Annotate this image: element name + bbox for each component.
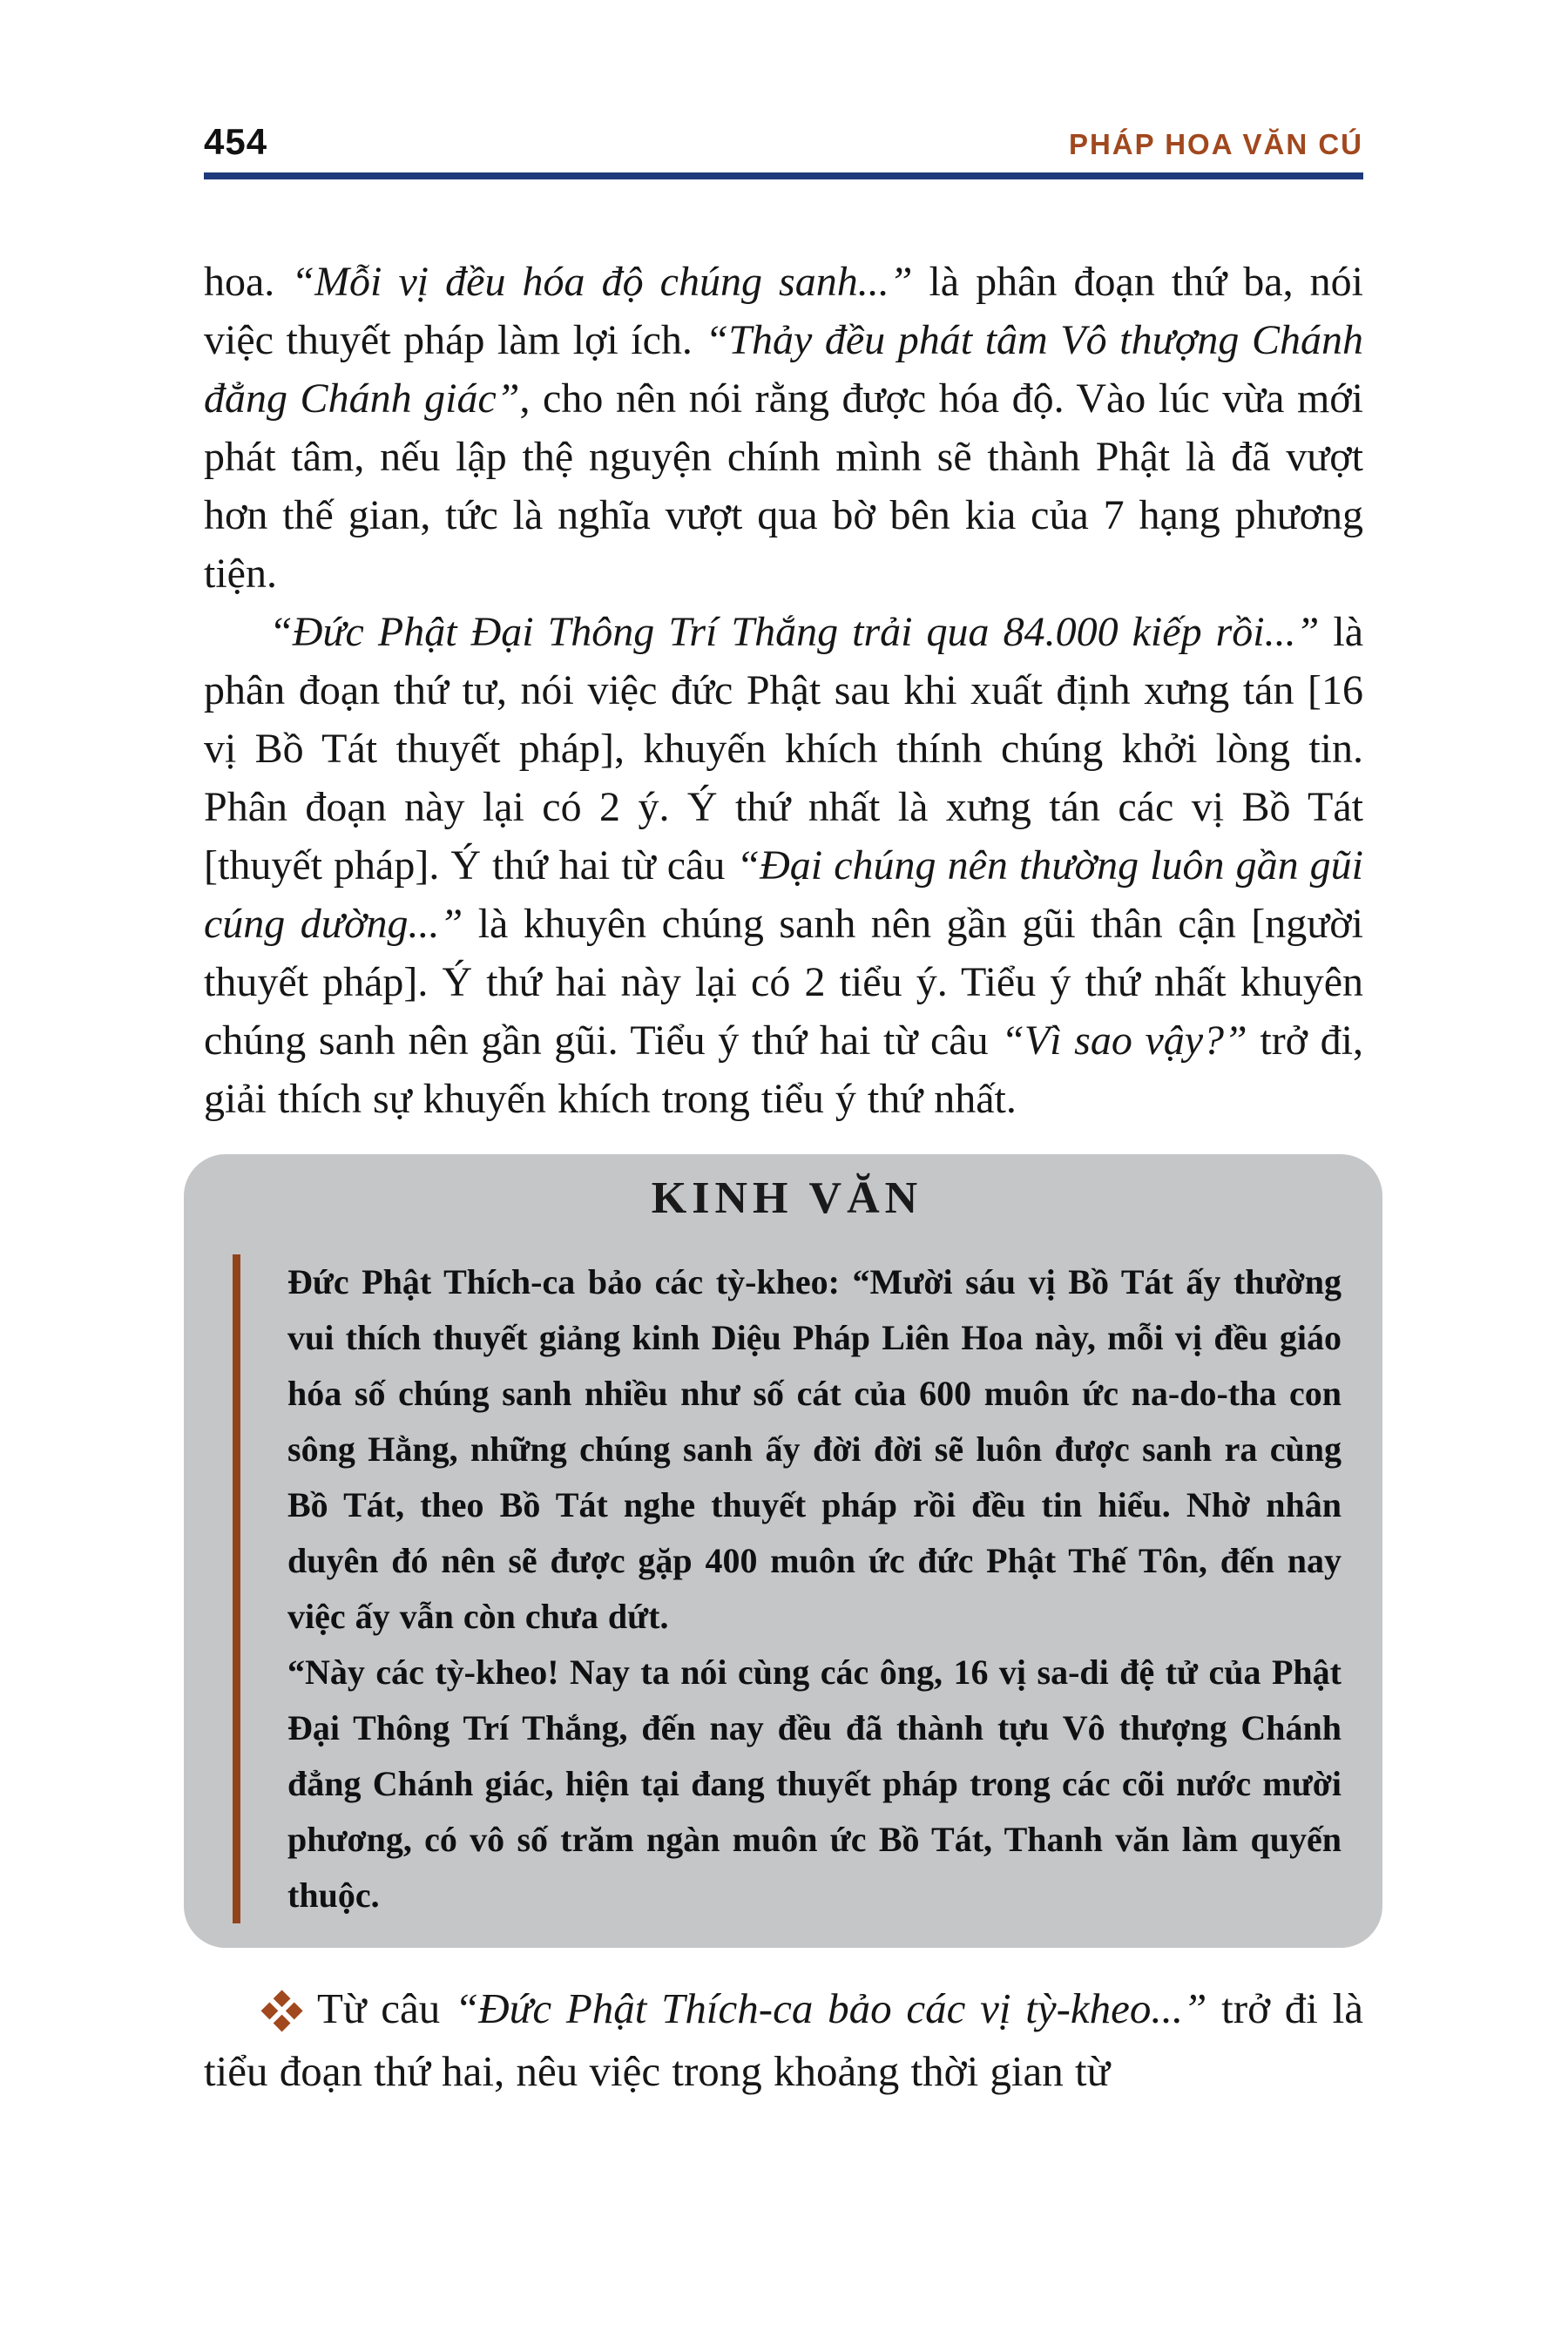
text-segment: trở đi là tiểu đoạn thứ hai, nêu việc trong khoảng thời gian từ (204, 1984, 1363, 2096)
text-segment-italic: “Đức Phật Đại Thông Trí Thắng trải qua 84.000 kiếp rồi...” (269, 609, 1320, 655)
text-segment-italic: “Mỗi vị đều hóa độ chúng sanh...” (291, 259, 913, 305)
body-text (204, 253, 1363, 1128)
text-segment: hoa. (204, 259, 292, 305)
paragraph (204, 253, 1363, 603)
text-segment: trở đi, giải thích sự khuyến khích trong tiểu ý thứ nhất. (204, 1017, 1364, 1122)
quote-text (287, 1254, 1342, 1923)
content-column (204, 121, 1364, 2103)
text-segment: Từ câu (317, 1984, 455, 2033)
page-header (204, 121, 1363, 179)
closing-paragraph (204, 1977, 1363, 2103)
quote-paragraph: Đức Phật Thích-ca bảo các tỳ-kheo: “Mười sáu vị Bồ Tát ấy thường vui thích thuyết giảng kinh Diệu Pháp Liên Hoa này, mỗi vị đều giáo hóa số chúng sanh nhiều như số cát của 600 muôn ức na-do-tha con sông Hằng, những chúng sanh ấy đời đời sẽ luôn được sanh ra cùng Bồ Tát, theo Bồ Tát nghe thuyết pháp rồi đều tin hiểu. Nhờ nhân duyên đó nên sẽ được gặp 400 muôn ức đức Phật Thế Tôn, đến nay việc ấy vẫn còn chưa dứt. (287, 1262, 1342, 1637)
text-segment-italic: “Vì sao vậy?” (1001, 1017, 1247, 1064)
page-number: 454 (204, 121, 268, 162)
text-segment: là khuyên chúng sanh nên gần gũi thân cận [người thuyết pháp]. Ý thứ hai này lại có 2 tiểu ý. Tiểu ý thứ nhất khuyên chúng sanh nên gần gũi. Tiểu ý thứ hai từ câu (204, 901, 1364, 1064)
paragraph (204, 603, 1363, 1128)
text-segment: là phân đoạn thứ ba, nói việc thuyết pháp làm lợi ích. (204, 259, 1364, 363)
quote-accent-bar (233, 1254, 240, 1923)
quote-paragraph: “Này các tỳ-kheo! Nay ta nói cùng các ông, 16 vị sa-di đệ tử của Phật Đại Thông Trí Thắng, đến nay đều đã thành tựu Vô thượng Chánh đẳng Chánh giác, hiện tại đang thuyết pháp trong các cõi nước mười phương, có vô số trăm ngàn muôn ức Bồ Tát, Thanh văn làm quyến thuộc. (287, 1652, 1342, 1916)
running-title: PHÁP HOA VĂN CÚ (1068, 127, 1363, 160)
text-segment: , cho nên nói rằng được hóa độ. Vào lúc vừa mới phát tâm, nếu lập thệ nguyện chính mình sẽ thành Phật là đã vượt hơn thế gian, tức là nghĩa vượt qua bờ bên kia của 7 hạng phương tiện. (204, 375, 1364, 597)
text-segment-italic: “Thảy đều phát tâm Vô thượng Chánh đẳng Chánh giác” (204, 317, 1363, 422)
scripture-box-title: KINH VĂN (651, 1173, 923, 1223)
diamond-bullet-icon (261, 1990, 303, 2032)
text-segment-italic: “Đức Phật Thích-ca bảo các vị tỳ-kheo...” (455, 1984, 1207, 2033)
text-segment-italic: “Đại chúng nên thường luôn gần gũi cúng dường...” (204, 842, 1363, 947)
scripture-quote (233, 1254, 1342, 1923)
text-segment: là phân đoạn thứ tư, nói việc đức Phật sau khi xuất định xưng tán [16 vị Bồ Tát thuyết pháp], khuyến khích thính chúng khởi lòng tin. Phân đoạn này lại có 2 ý. Ý thứ nhất là xưng tán các vị Bồ Tát [thuyết pháp]. Ý thứ hai từ câu (204, 609, 1364, 889)
scripture-box (184, 1154, 1382, 1948)
